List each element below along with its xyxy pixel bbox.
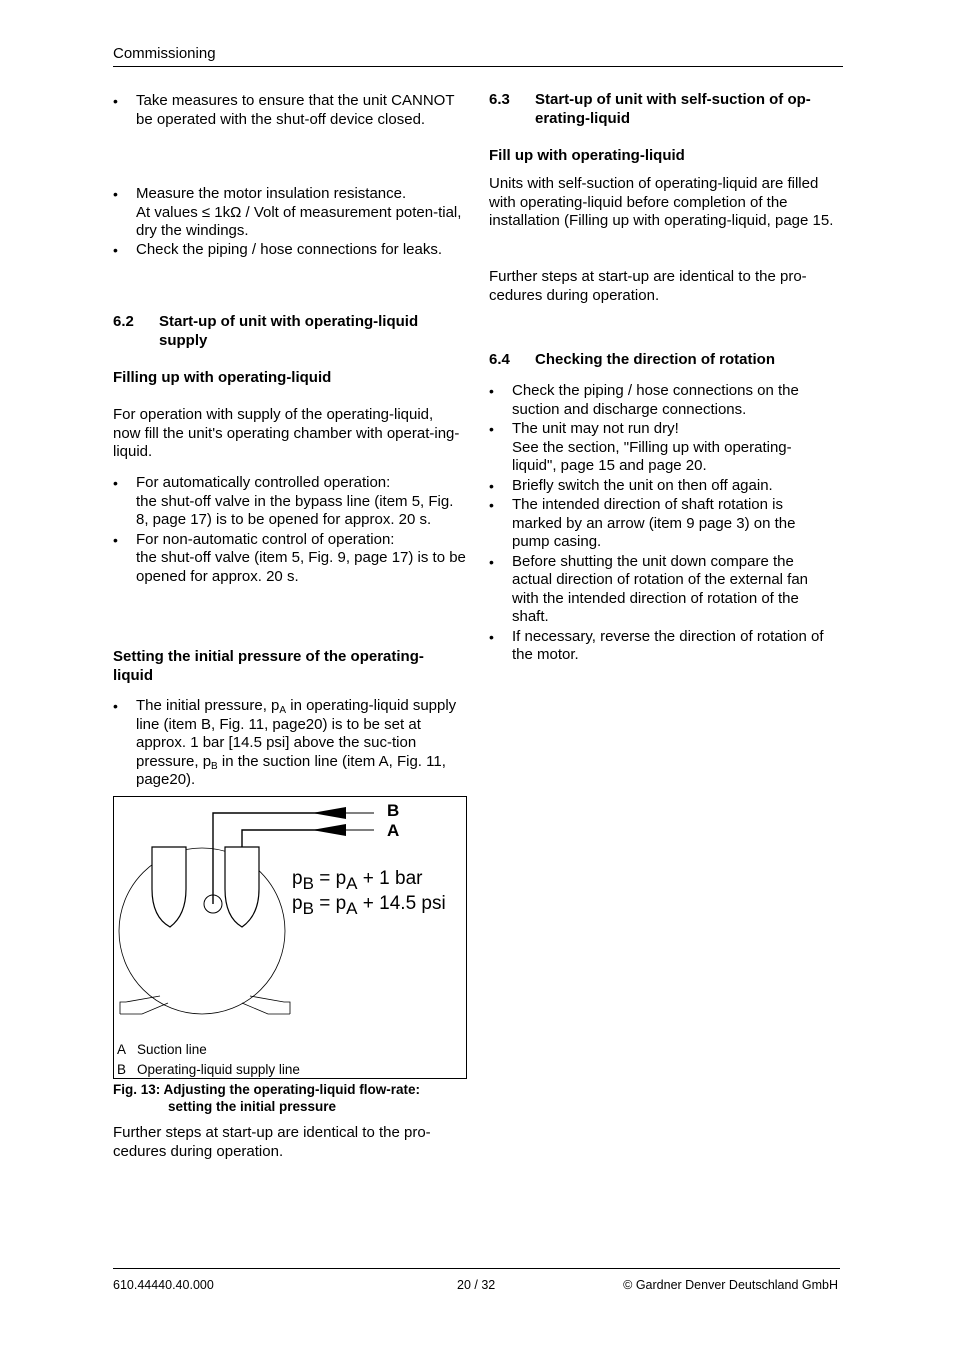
section-title: Start-up of unit with self-suction of op-erating-liquid [535,91,811,127]
equation-psi: $p_B = p_A + 14.5$ psi [292,893,446,918]
subheading-filling: Filling up with operating-liquid [113,369,332,386]
list-item: • The unit may not run dry! See the section, "Filling up with operating-liquid", page 15 and page 20. [489,420,834,476]
paragraph-self-suction: Units with self-suction of operating-liquid are filled with operating-liquid before completion of the installation (Filling up with operating-liquid, page 15. [489,175,834,229]
section-number: 6.4 [489,351,510,368]
suction-nozzle [152,847,186,927]
arrow-B [312,807,346,819]
paragraph-further-steps-right: Further steps at start-up are identical to the pro-cedures during operation. [489,268,807,304]
section-number: 6.3 [489,91,510,108]
list-item: • Briefly switch the unit on then off again. [489,477,834,496]
figure-legend [117,1040,300,1080]
list-item: • The initial pressure, $p_A$ in operating-liquid supply line (item B, Fig. 11, page20) is to be set at approx. 1 bar [14.5 psi] above the suc-tion pressure, $p_B$ in the suction line (item A, Fig. 11, page20). [113,697,463,790]
pump-diagram [114,797,466,1078]
bullet-list-control [113,474,468,586]
paragraph-further-steps-left: Further steps at start-up are identical to the pro-cedures during operation. [113,1124,431,1160]
footer-copyright: © Gardner Denver Deutschland GmbH [623,1278,838,1292]
equation-bar: $p_B = p_A + 1$ bar [292,868,423,893]
subheading-fill-up: Fill up with operating-liquid [489,147,685,164]
pump-foot-right [250,996,290,1014]
footer-doc-number: 610.44440.40.000 [113,1278,214,1292]
section-number: 6.2 [113,313,134,330]
list-item: • Take measures to ensure that the unit CANNOT be operated with the shut-off device closed. [113,92,468,129]
paragraph-operation-supply: For operation with supply of the operating-liquid, now fill the unit's operating chamber with operat-ing-liquid. [113,406,460,460]
list-item: • For non-automatic control of operation: the shut-off valve (item 5, Fig. 9, page 17) is to be opened for approx. 20 s. [113,531,468,587]
arrow-A [312,824,346,836]
discharge-nozzle [225,847,259,927]
list-item: • Before shutting the unit down compare the actual direction of rotation of the external fan with the intended direction of rotation of the shaft. [489,553,834,627]
legend-item: A Suction line [117,1042,207,1057]
bullet-list-rotation [489,382,834,665]
figure-caption: Fig. 13: Adjusting the operating-liquid flow-rate: setting the initial pressure [113,1082,420,1114]
footer-rule [113,1268,840,1269]
list-item: • Measure the motor insulation resistance. At values ≤ 1kΩ / Volt of measurement poten-tial, dry the windings. [113,185,473,241]
running-header: Commissioning [113,45,216,62]
section-6-2-heading [113,313,473,353]
list-item: • For automatically controlled operation: the shut-off valve in the bypass line (item 5, Fig. 8, page 17) is to be opened for approx. 20 s. [113,474,468,530]
subheading-initial-pressure: Setting the initial pressure of the operating-liquid [113,648,424,684]
section-6-3-heading [489,91,844,131]
list-item: • Check the piping / hose connections for leaks. [113,241,473,260]
section-title: Start-up of unit with operating-liquid supply [159,313,419,349]
footer-page-number: 20 / 32 [457,1278,496,1292]
list-item: • If necessary, reverse the direction of rotation of the motor. [489,628,834,665]
header-rule [113,66,843,67]
bullet-list-shutoff [113,92,468,129]
pump-body-outline [119,848,285,1014]
figure-label-B: B [387,801,400,820]
list-item: • Check the piping / hose connections on the suction and discharge connections. [489,382,834,419]
figure-label-A: A [387,821,400,840]
bullet-list-insulation [113,185,473,259]
bullet-list-pressure [113,697,463,790]
section-6-4-heading [489,351,844,371]
list-item: • The intended direction of shaft rotation is marked by an arrow (item 9 page 3) on the pump casing. [489,496,834,552]
section-title: Checking the direction of rotation [535,351,776,368]
figure-13-frame [113,796,467,1079]
legend-item: B Operating-liquid supply line [117,1062,300,1077]
